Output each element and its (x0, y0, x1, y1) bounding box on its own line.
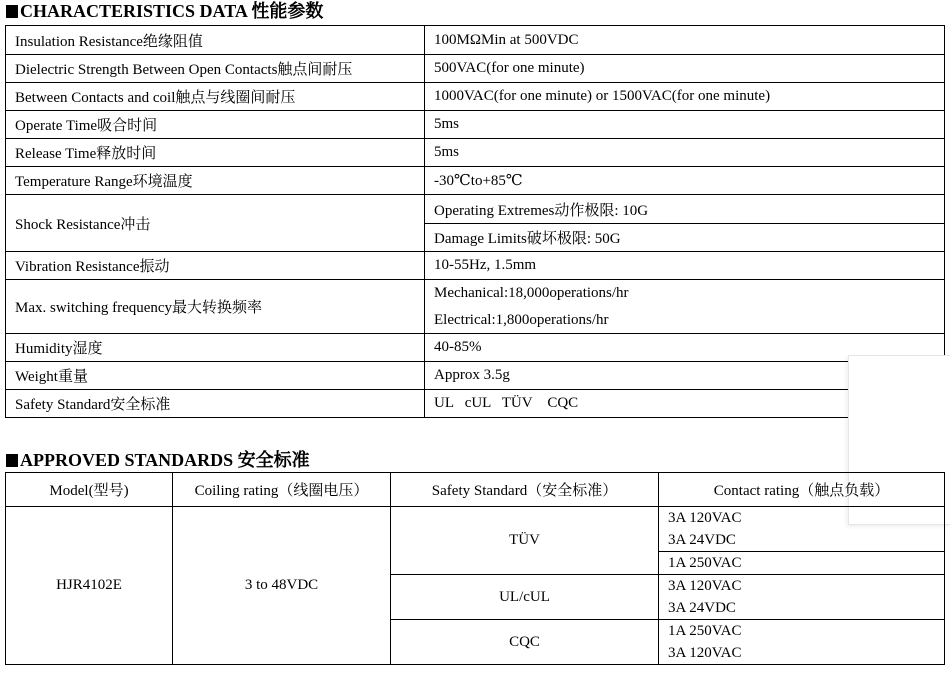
square-bullet-icon (6, 5, 18, 18)
row-label: Insulation Resistance绝缘阻值 (6, 26, 425, 55)
table-row (6, 55, 945, 83)
model-cell: HJR4102E (6, 507, 173, 665)
row-label: Dielectric Strength Between Open Contacts触点间耐压 (6, 55, 425, 83)
row-label: Weight重量 (6, 362, 425, 390)
row-value: -30℃to+85℃ (425, 167, 945, 195)
rating-line: 3A 24VDC (668, 532, 736, 548)
characteristics-title: CHARACTERISTICS DATA 性能参数 (6, 0, 323, 22)
rating-line: 1A 250VAC (668, 623, 742, 639)
column-header: Coiling rating（线圈电压） (173, 473, 391, 507)
row-label: Release Time释放时间 (6, 139, 425, 167)
approved-standards-table (5, 472, 945, 665)
contact-rating-cell (659, 507, 945, 552)
standard-cell: CQC (391, 620, 659, 665)
table-row (6, 26, 945, 55)
row-value: 5ms (425, 111, 945, 139)
row-value: 500VAC(for one minute) (425, 55, 945, 83)
row-value: Electrical:1,800operations/hr (425, 307, 945, 334)
column-header: Model(型号) (6, 473, 173, 507)
rating-line: 3A 120VAC (668, 510, 742, 526)
column-header: Safety Standard（安全标准） (391, 473, 659, 507)
table-row (6, 167, 945, 195)
row-value: 100MΩMin at 500VDC (425, 26, 945, 55)
approved-standards-title: APPROVED STANDARDS 安全标准 (6, 449, 310, 471)
row-value: 10-55Hz, 1.5mm (425, 252, 945, 280)
column-header: Contact rating（触点负载） (659, 473, 945, 507)
table-row (6, 111, 945, 139)
row-value: Mechanical:18,000operations/hr (425, 280, 945, 308)
row-value: UL cUL TÜV CQC (425, 390, 945, 418)
row-value: 1000VAC(for one minute) or 1500VAC(for one minute) (425, 83, 945, 111)
row-label: Temperature Range环境温度 (6, 167, 425, 195)
row-label: Safety Standard安全标准 (6, 390, 425, 418)
coil-rating-cell: 3 to 48VDC (173, 507, 391, 665)
row-value: Operating Extremes动作极限: 10G (425, 195, 945, 224)
header-row (6, 473, 945, 507)
contact-rating-cell: 1A 250VAC (659, 552, 945, 575)
characteristics-table (5, 25, 945, 418)
row-label: Shock Resistance冲击 (6, 195, 425, 252)
table-row (6, 195, 945, 224)
table-row (6, 83, 945, 111)
table-row (6, 252, 945, 280)
rating-line: 3A 120VAC (668, 578, 742, 594)
row-label: Max. switching frequency最大转换频率 (6, 280, 425, 334)
row-label: Humidity湿度 (6, 334, 425, 362)
table-row (6, 334, 945, 362)
standard-cell: UL/cUL (391, 575, 659, 620)
table-row (6, 139, 945, 167)
row-label: Operate Time吸合时间 (6, 111, 425, 139)
contact-rating-cell (659, 575, 945, 620)
table-row (6, 390, 945, 418)
row-value: 40-85% (425, 334, 945, 362)
row-label: Vibration Resistance振动 (6, 252, 425, 280)
square-bullet-icon (6, 454, 18, 467)
table-row (6, 362, 945, 390)
row-label: Between Contacts and coil触点与线圈间耐压 (6, 83, 425, 111)
table-row (6, 280, 945, 308)
row-value: Approx 3.5g (425, 362, 945, 390)
row-value: 5ms (425, 139, 945, 167)
row-value: Damage Limits破坏极限: 50G (425, 224, 945, 252)
rating-line: 3A 24VDC (668, 600, 736, 616)
contact-rating-cell (659, 620, 945, 665)
rating-line: 3A 120VAC (668, 645, 742, 661)
standard-cell: TÜV (391, 507, 659, 575)
